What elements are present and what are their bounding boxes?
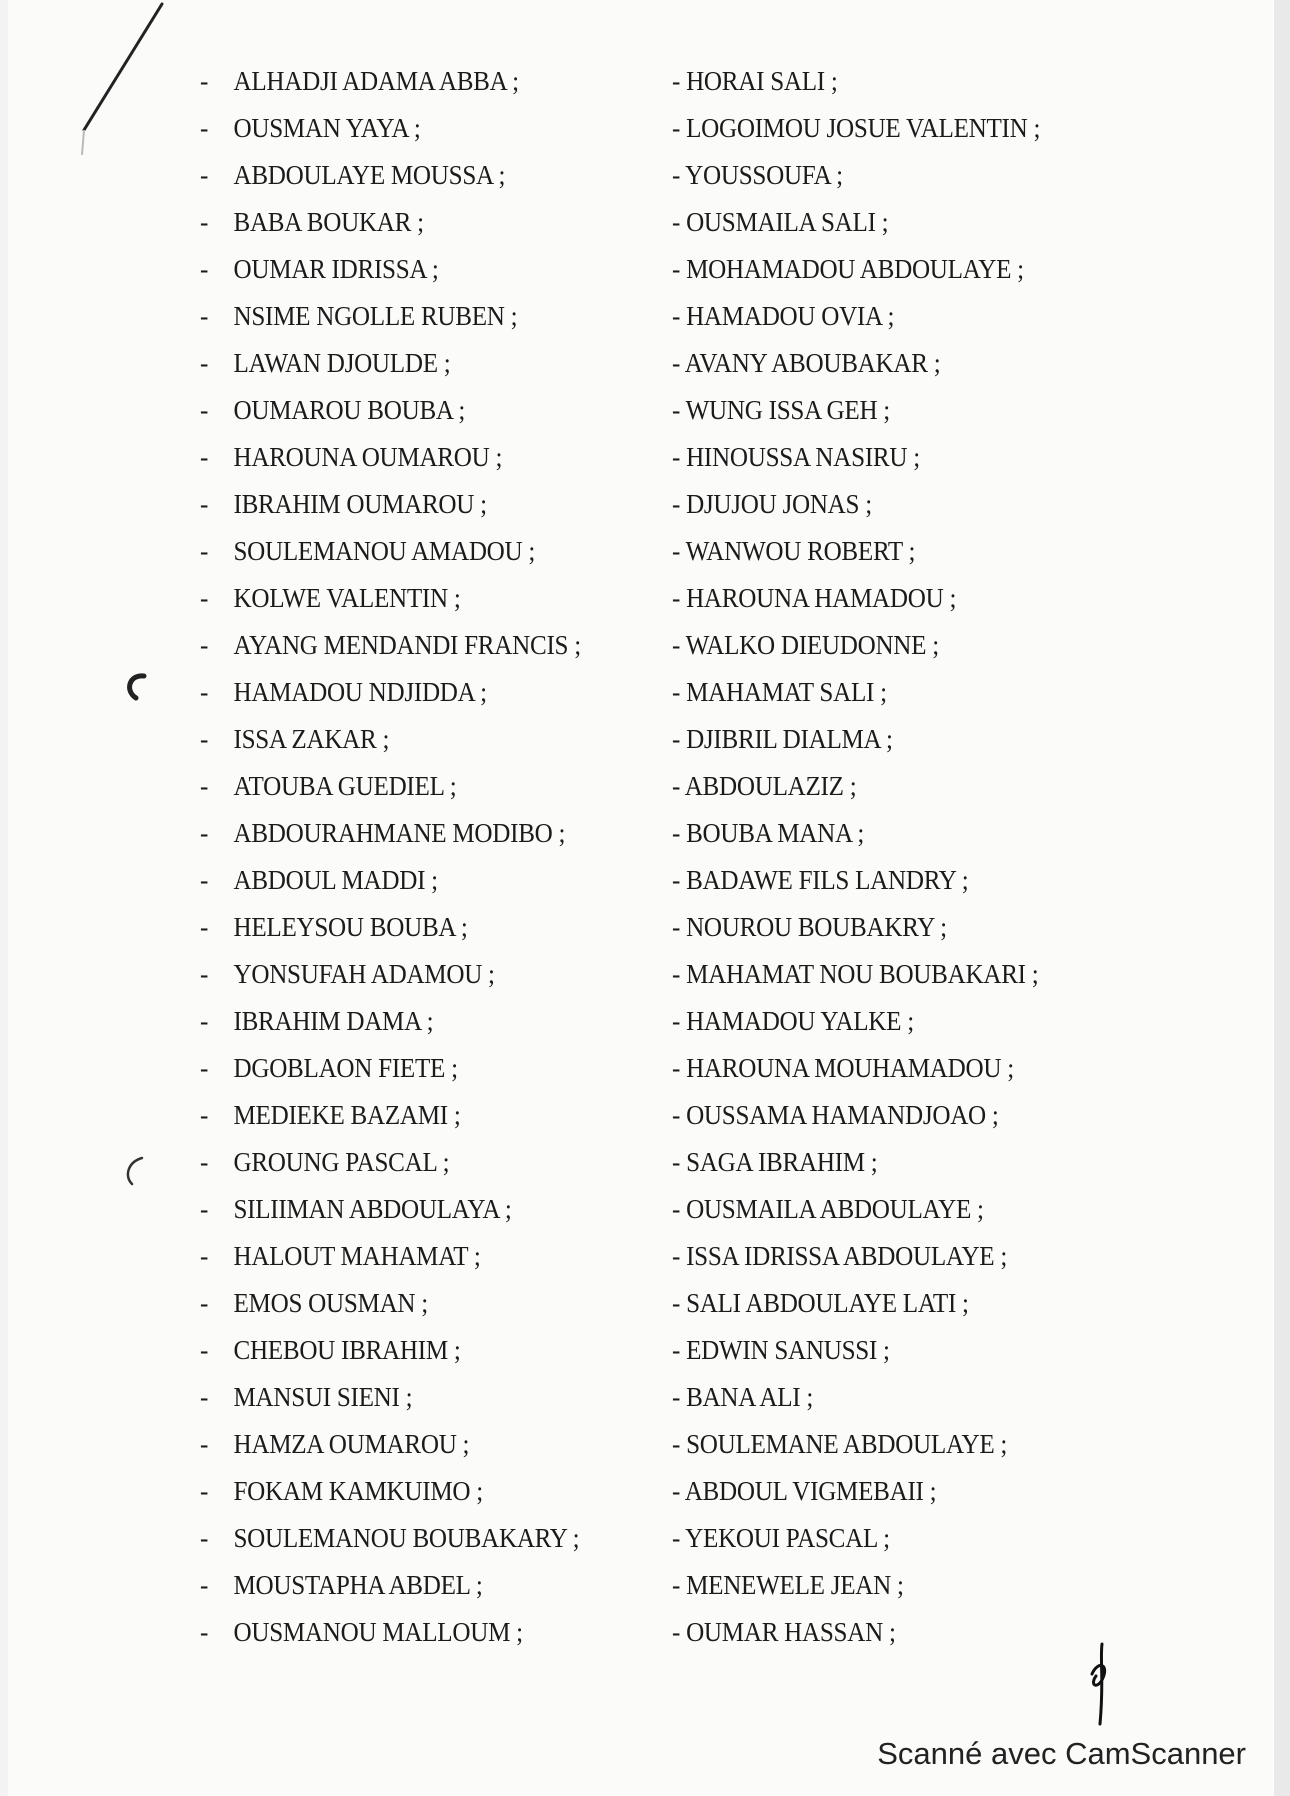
- list-item: - WALKO DIEUDONNE ;: [672, 630, 939, 660]
- list-item: - ABDOURAHMANE MODIBO ;: [200, 818, 566, 848]
- list-item: - HAROUNA OUMAROU ;: [200, 442, 503, 472]
- list-item: - WANWOU ROBERT ;: [672, 536, 916, 566]
- list-item: - HAMADOU OVIA ;: [672, 301, 895, 331]
- list-item: - DJUJOU JONAS ;: [672, 489, 872, 519]
- list-item: - LAWAN DJOULDE ;: [200, 348, 451, 378]
- list-item: - EMOS OUSMAN ;: [200, 1288, 428, 1318]
- list-item: - AVANY ABOUBAKAR ;: [672, 348, 941, 378]
- list-item: - MENEWELE JEAN ;: [672, 1570, 904, 1600]
- list-item: - IBRAHIM DAMA ;: [200, 1006, 434, 1036]
- list-item: - MEDIEKE BAZAMI ;: [200, 1100, 461, 1130]
- list-item: - WUNG ISSA GEH ;: [672, 395, 891, 425]
- list-item: - MOUSTAPHA ABDEL ;: [200, 1570, 483, 1600]
- list-item: - HELEYSOU BOUBA ;: [200, 912, 468, 942]
- list-item: - YONSUFAH ADAMOU ;: [200, 959, 495, 989]
- list-item: - MAHAMAT SALI ;: [672, 677, 887, 707]
- list-item: - OUMAROU BOUBA ;: [200, 395, 466, 425]
- list-item: - ABDOULAYE MOUSSA ;: [200, 160, 506, 190]
- margin-pen-stroke: [78, 0, 168, 160]
- list-item: - YEKOUI PASCAL ;: [672, 1523, 890, 1553]
- list-item: - YOUSSOUFA ;: [672, 160, 843, 190]
- list-item: - MOHAMADOU ABDOULAYE ;: [672, 254, 1024, 284]
- list-item: - BADAWE FILS LANDRY ;: [672, 865, 969, 895]
- list-item: - DGOBLAON FIETE ;: [200, 1053, 458, 1083]
- list-item: - ABDOULAZIZ ;: [672, 771, 857, 801]
- list-item: - IBRAHIM OUMAROU ;: [200, 489, 487, 519]
- list-item: - HAMADOU NDJIDDA ;: [200, 677, 487, 707]
- list-item: - HAMZA OUMAROU ;: [200, 1429, 470, 1459]
- list-item: - NOUROU BOUBAKRY ;: [672, 912, 947, 942]
- list-item: - HALOUT MAHAMAT ;: [200, 1241, 481, 1271]
- list-item: - SAGA IBRAHIM ;: [672, 1147, 878, 1177]
- list-item: - MANSUI SIENI ;: [200, 1382, 413, 1412]
- list-item: - OUMAR HASSAN ;: [672, 1617, 896, 1647]
- camscanner-watermark: Scanné avec CamScanner: [877, 1736, 1246, 1771]
- list-item: - HAMADOU YALKE ;: [672, 1006, 914, 1036]
- list-item: - FOKAM KAMKUIMO ;: [200, 1476, 483, 1506]
- list-item: - NSIME NGOLLE RUBEN ;: [200, 301, 518, 331]
- margin-mark: [118, 1152, 158, 1192]
- list-item: - CHEBOU IBRAHIM ;: [200, 1335, 461, 1365]
- list-item: - EDWIN SANUSSI ;: [672, 1335, 890, 1365]
- margin-mark: [118, 668, 158, 708]
- list-item: - GROUNG PASCAL ;: [200, 1147, 450, 1177]
- list-item: - ABDOUL MADDI ;: [200, 865, 438, 895]
- list-item: - KOLWE VALENTIN ;: [200, 583, 461, 613]
- list-item: - AYANG MENDANDI FRANCIS ;: [200, 630, 581, 660]
- list-item: - HORAI SALI ;: [672, 66, 838, 96]
- list-item: - LOGOIMOU JOSUE VALENTIN ;: [672, 113, 1041, 143]
- list-item: - OUSMAILA ABDOULAYE ;: [672, 1194, 984, 1224]
- page-edge: [1274, 0, 1290, 1796]
- list-item: - SALI ABDOULAYE LATI ;: [672, 1288, 969, 1318]
- left-name-column: [200, 58, 610, 1656]
- list-item: - OUSMAILA SALI ;: [672, 207, 889, 237]
- signature-mark: [1080, 1640, 1120, 1730]
- list-item: - DJIBRIL DIALMA ;: [672, 724, 893, 754]
- list-item: - OUMAR IDRISSA ;: [200, 254, 439, 284]
- list-item: - BANA ALI ;: [672, 1382, 814, 1412]
- list-item: - SOULEMANOU BOUBAKARY ;: [200, 1523, 580, 1553]
- list-item: - HINOUSSA NASIRU ;: [672, 442, 920, 472]
- list-item: - BABA BOUKAR ;: [200, 207, 424, 237]
- list-item: - ABDOUL VIGMEBAII ;: [672, 1476, 937, 1506]
- list-item: - HAROUNA MOUHAMADOU ;: [672, 1053, 1014, 1083]
- list-item: - ATOUBA GUEDIEL ;: [200, 771, 457, 801]
- list-item: - ISSA ZAKAR ;: [200, 724, 390, 754]
- list-item: - SOULEMANOU AMADOU ;: [200, 536, 536, 566]
- list-item: - SILIIMAN ABDOULAYA ;: [200, 1194, 512, 1224]
- list-item: - OUSMAN YAYA ;: [200, 113, 421, 143]
- list-item: - OUSSAMA HAMANDJOAO ;: [672, 1100, 999, 1130]
- list-item: - ISSA IDRISSA ABDOULAYE ;: [672, 1241, 1008, 1271]
- list-item: - OUSMANOU MALLOUM ;: [200, 1617, 523, 1647]
- right-name-column: [672, 58, 1068, 1656]
- list-item: - MAHAMAT NOU BOUBAKARI ;: [672, 959, 1039, 989]
- list-item: - BOUBA MANA ;: [672, 818, 865, 848]
- list-item: - HAROUNA HAMADOU ;: [672, 583, 957, 613]
- list-item: - ALHADJI ADAMA ABBA ;: [200, 66, 519, 96]
- list-item: - SOULEMANE ABDOULAYE ;: [672, 1429, 1008, 1459]
